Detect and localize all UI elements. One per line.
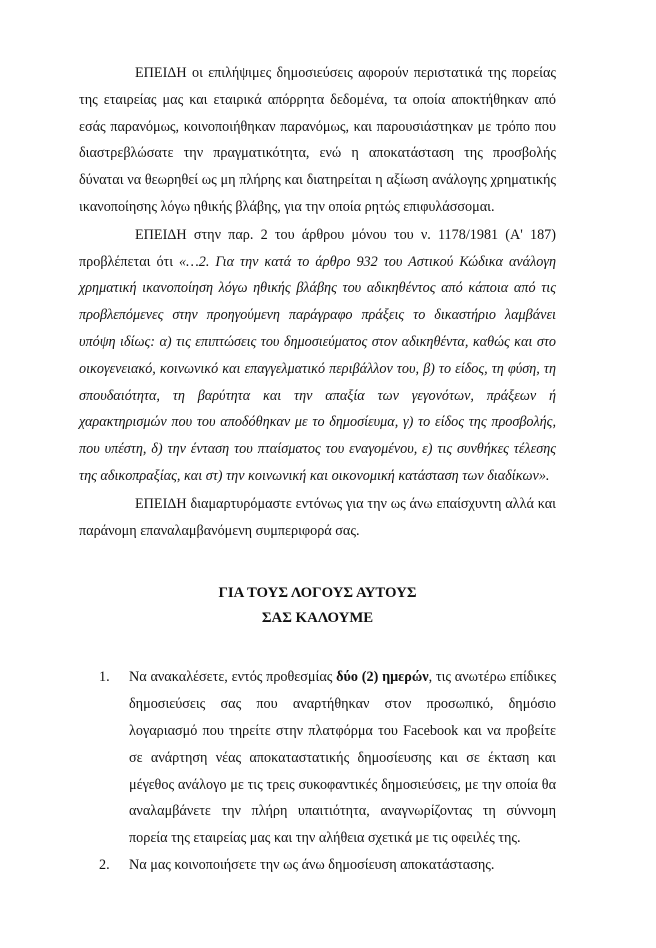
demands-list xyxy=(79,664,556,878)
list-item-number: 1. xyxy=(99,669,110,686)
heading-line-2: ΣΑΣ ΚΑΛΟΥΜΕ xyxy=(261,610,374,627)
paragraph-law-citation xyxy=(79,222,556,490)
deadline-emphasis: δύο (2) ημερών xyxy=(336,669,429,686)
list-item-number: 2. xyxy=(99,856,110,873)
list-item-text: Να ανακαλέσετε, εντός προθεσμίας δύο (2) ημερών, τις ανωτέρω επίδικες δημοσιεύσεις σας που αναρτήθηκαν στον προσωπικό, δημόσιο λογαριασμό που τηρείτε στην πλατφόρμα του Facebook και να προβείτε σε ανάρτηση νέας αποκαταστατικής δημοσίευσης και σε έκταση και μέγεθος ανάλογο με τις τρεις συκοφαντικές δημοσιεύσεις, με την οποία θα αναλαμβάνετε την πλήρη υπαιτιότητα, αναγνωρίζοντας τη σύννομη πορεία της εταιρείας μας και την αλήθεια σχετικά με τις οφειλές της. xyxy=(129,669,556,847)
list-item-text: Να μας κοινοποιήσετε την ως άνω δημοσίευση αποκατάστασης. xyxy=(129,856,495,873)
paragraph-protest: ΕΠΕΙΔΗ διαμαρτυρόμαστε εντόνως για την ως άνω επαίσχυντη αλλά και παράνομη επαναλαμβανόμενη συμπεριφορά σας. xyxy=(79,495,556,539)
list-item xyxy=(79,664,556,852)
law-citation-intro: ΕΠΕΙΔΗ στην παρ. 2 του άρθρου μόνου του ν. 1178/1981 (Α' 187) προβλέπεται ότι xyxy=(79,226,556,270)
paragraph-publications: ΕΠΕΙΔΗ οι επιλήψιμες δημοσιεύσεις αφορούν περιστατικά της πορείας της εταιρείας μας και εταιρικά απόρρητα δεδομένα, τα οποία αποκτήθηκαν από εσάς παρανόμως, κοινοποιήθηκαν παρανόμως, και παρουσιάστηκαν με τρόπο που διαστρεβλώσατε την πραγματικότητα, ενώ η αποκατάσταση της προσβολής δύναται να θεωρηθεί ως μη πλήρης και διατηρείται η αξίωση ανάλογης χρηματικής ικανοποίησης λόγω ηθικής βλάβης, για την οποία ρητώς επιφυλάσσομαι. xyxy=(79,65,556,215)
heading-line-1: ΓΙΑ ΤΟΥΣ ΛΟΓΟΥΣ ΑΥΤΟΥΣ xyxy=(218,585,417,602)
list-item xyxy=(79,852,556,879)
law-citation-quote: «…2. Για την κατά το άρθρο 932 του Αστικού Κώδικα ανάλογη χρηματική ικανοποίηση λόγω ηθικής βλάβης του αδικηθέντος από κάποια από τις προβλεπόμενες στην προηγούμενη παράγραφο πράξεις το δικαστήριο λαμβάνει υπόψη ιδίως: α) τις επιπτώσεις του δημοσιεύματος στον αδικηθέντα, καθώς και στο οικογενειακό, κοινωνικό και επαγγελματικό περιβάλλον του, β) το είδος, τη φύση, τη σπουδαιότητα, τη βαρύτητα και την απαξία των γεγονότων, πράξεων ή χαρακτηρισμών που του αποδόθηκαν με το δημοσίευμα, γ) το είδος της προσβολής, που υπέστη, δ) την ένταση του πταίσματος του εναγομένου, ε) τις συνθήκες τέλεσης της αδικοπραξίας, και στ) την κοινωνική και οικονομική κατάσταση των διαδίκων». xyxy=(79,253,556,484)
section-heading xyxy=(79,581,556,631)
